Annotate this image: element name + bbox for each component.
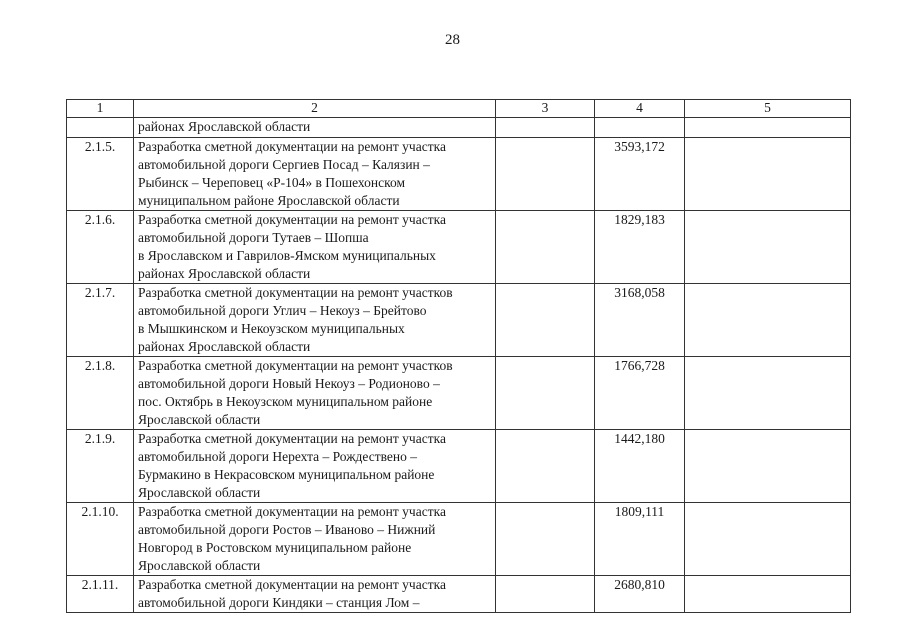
row-col3 bbox=[496, 284, 595, 357]
row-number: 2.1.6. bbox=[67, 211, 134, 284]
continuation-row bbox=[67, 118, 851, 138]
row-description bbox=[134, 138, 496, 211]
description-line: районах Ярославской области bbox=[138, 339, 311, 354]
row-col5 bbox=[685, 138, 851, 211]
description-line: Разработка сметной документации на ремонт участка bbox=[138, 577, 446, 592]
table-row bbox=[67, 503, 851, 576]
description-line: Разработка сметной документации на ремонт участка bbox=[138, 139, 446, 154]
header-col-4: 4 bbox=[595, 100, 685, 118]
row-description bbox=[134, 576, 496, 613]
row-col5 bbox=[685, 576, 851, 613]
description-line: автомобильной дороги Киндяки – станция Лом – bbox=[138, 595, 420, 610]
description-line: Разработка сметной документации на ремонт участка bbox=[138, 212, 446, 227]
table-row bbox=[67, 357, 851, 430]
description-line: автомобильной дороги Ростов – Иваново – Нижний bbox=[138, 522, 436, 537]
description-line: Новгород в Ростовском муниципальном районе bbox=[138, 540, 412, 555]
description-line: Разработка сметной документации на ремонт участка bbox=[138, 431, 446, 446]
row-description bbox=[134, 284, 496, 357]
continuation-col3-cell bbox=[496, 118, 595, 138]
row-col3 bbox=[496, 503, 595, 576]
header-col-5: 5 bbox=[685, 100, 851, 118]
table-row bbox=[67, 430, 851, 503]
row-description bbox=[134, 503, 496, 576]
description-line: Ярославской области bbox=[138, 412, 261, 427]
description-line: Рыбинск – Череповец «Р-104» в Пошехонском bbox=[138, 175, 406, 190]
row-amount: 1809,111 bbox=[595, 503, 685, 576]
description-line: Разработка сметной документации на ремонт участков bbox=[138, 358, 453, 373]
description-line: муниципальном районе Ярославской области bbox=[138, 193, 400, 208]
description-line: автомобильной дороги Нерехта – Рождествено – bbox=[138, 449, 418, 464]
table-row bbox=[67, 138, 851, 211]
continuation-amount-cell bbox=[595, 118, 685, 138]
budget-table bbox=[66, 99, 851, 613]
description-line: автомобильной дороги Сергиев Посад – Калязин – bbox=[138, 157, 430, 172]
row-col3 bbox=[496, 138, 595, 211]
row-col3 bbox=[496, 430, 595, 503]
description-line: пос. Октябрь в Некоузском муниципальном районе bbox=[138, 394, 433, 409]
description-line: автомобильной дороги Новый Некоуз – Родионово – bbox=[138, 376, 440, 391]
row-col5 bbox=[685, 503, 851, 576]
row-col5 bbox=[685, 357, 851, 430]
row-number: 2.1.10. bbox=[67, 503, 134, 576]
table-row bbox=[67, 211, 851, 284]
row-description bbox=[134, 430, 496, 503]
continuation-num-cell bbox=[67, 118, 134, 138]
description-line: Разработка сметной документации на ремонт участка bbox=[138, 504, 446, 519]
page-number: 28 bbox=[445, 32, 460, 48]
description-line: автомобильной дороги Тутаев – Шопша bbox=[138, 230, 369, 245]
header-row bbox=[67, 100, 851, 118]
description-line: в Ярославском и Гаврилов-Ямском муниципальных bbox=[138, 248, 436, 263]
row-amount: 1442,180 bbox=[595, 430, 685, 503]
header-col-2: 2 bbox=[134, 100, 496, 118]
row-number: 2.1.8. bbox=[67, 357, 134, 430]
row-number: 2.1.11. bbox=[67, 576, 134, 613]
row-col3 bbox=[496, 357, 595, 430]
description-line: Разработка сметной документации на ремонт участков bbox=[138, 285, 453, 300]
description-line: автомобильной дороги Углич – Некоуз – Брейтово bbox=[138, 303, 427, 318]
row-col5 bbox=[685, 284, 851, 357]
row-col5 bbox=[685, 430, 851, 503]
row-amount: 1829,183 bbox=[595, 211, 685, 284]
row-number: 2.1.7. bbox=[67, 284, 134, 357]
header-col-3: 3 bbox=[496, 100, 595, 118]
row-amount: 1766,728 bbox=[595, 357, 685, 430]
description-line: Бурмакино в Некрасовском муниципальном районе bbox=[138, 467, 435, 482]
row-amount: 3168,058 bbox=[595, 284, 685, 357]
description-line: Ярославской области bbox=[138, 485, 261, 500]
row-number: 2.1.9. bbox=[67, 430, 134, 503]
description-line: в Мышкинском и Некоузском муниципальных bbox=[138, 321, 405, 336]
description-line: Ярославской области bbox=[138, 558, 261, 573]
row-col3 bbox=[496, 211, 595, 284]
row-amount: 3593,172 bbox=[595, 138, 685, 211]
header-col-1: 1 bbox=[67, 100, 134, 118]
row-description bbox=[134, 357, 496, 430]
row-number: 2.1.5. bbox=[67, 138, 134, 211]
row-amount: 2680,810 bbox=[595, 576, 685, 613]
description-line: районах Ярославской области bbox=[138, 266, 311, 281]
table-row bbox=[67, 284, 851, 357]
row-col3 bbox=[496, 576, 595, 613]
row-col5 bbox=[685, 211, 851, 284]
continuation-col5-cell bbox=[685, 118, 851, 138]
row-description bbox=[134, 211, 496, 284]
continuation-text: районах Ярославской области bbox=[134, 118, 496, 138]
table-row bbox=[67, 576, 851, 613]
